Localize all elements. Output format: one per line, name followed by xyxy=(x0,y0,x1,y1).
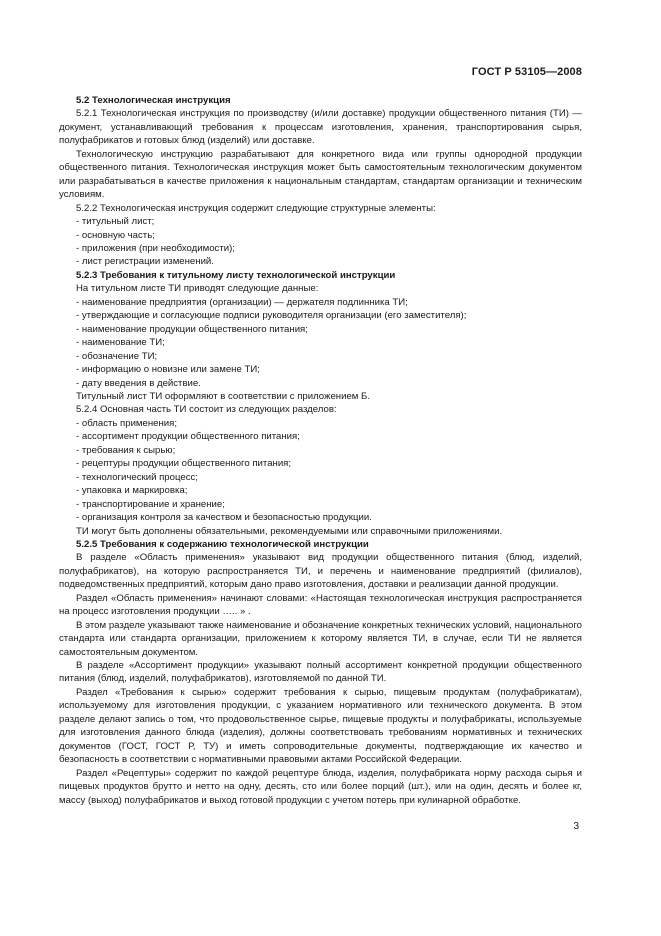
section-heading: 5.2.5 Требования к содержанию технологической инструкции xyxy=(76,538,369,550)
list-item: - область применения; xyxy=(76,417,178,429)
page-number: 3 xyxy=(573,821,579,832)
paragraph: На титульном листе ТИ приводят следующие данные: xyxy=(76,283,319,295)
list-item: - наименование предприятия (организации) — держателя подлинника ТИ; xyxy=(76,296,408,308)
list-item: - основную часть; xyxy=(76,229,155,241)
list-item: - рецептуры продукции общественного питания; xyxy=(76,458,292,470)
paragraph: 5.2.4 Основная часть ТИ состоит из следующих разделов: xyxy=(76,404,337,416)
list-item: - лист регистрации изменений. xyxy=(76,256,214,268)
list-item: - требования к сырью; xyxy=(76,444,176,456)
list-item: - титульный лист; xyxy=(76,216,155,228)
paragraph: В этом разделе указывают также наименование и обозначение конкретных технических условий, национального стандарта или стандарта организации, приложением к которому является ТИ, в случае, если ТИ не является самостоятельным документом. xyxy=(59,619,582,658)
list-item: - наименование продукции общественного питания; xyxy=(76,323,308,335)
list-item: - обозначение ТИ; xyxy=(76,350,158,362)
paragraph: Титульный лист ТИ оформляют в соответствии с приложением Б. xyxy=(76,390,371,402)
list-item: - дату введения в действие. xyxy=(76,377,201,389)
paragraph: В разделе «Ассортимент продукции» указывают полный ассортимент конкретной продукции общественного питания (блюд, изделий, полуфабрикатов), изготовляемой по данной ТИ. xyxy=(59,660,582,685)
list-item: - наименование ТИ; xyxy=(76,337,165,349)
section-heading: 5.2.3 Требования к титульному листу технологической инструкции xyxy=(76,269,396,281)
list-item: - информацию о новизне или замене ТИ; xyxy=(76,364,260,376)
document-body xyxy=(59,94,582,807)
paragraph: 5.2.1 Технологическая инструкция по производству (и/или доставке) продукции общественного питания (ТИ) — документ, устанавливающий требования к процессам изготовления, хранения, транспортирования сырья, полуфабрикатов и готовых блюд (изделий) или доставке. xyxy=(59,108,582,147)
list-item: - ассортимент продукции общественного питания; xyxy=(76,431,300,443)
paragraph: В разделе «Область применения» указывают вид продукции общественного питания (блюд, изделий, полуфабрикатов), на которую распространяется ТИ, и перечень и наименование предприятий (филиалов), подведомственных предприятий, которым дано право изготовления, доставки и реализации данной продукции. xyxy=(59,552,582,591)
list-item: - приложения (при необходимости); xyxy=(76,242,235,254)
paragraph: Технологическую инструкцию разрабатывают для конкретного вида или группы однородной продукции общественного питания. Технологическая инструкция может быть самостоятельным технологическим документом или разрабатываться в качестве приложения к национальным стандартам, стандартам организации и техническим условиям. xyxy=(59,148,582,201)
list-item: - транспортирование и хранение; xyxy=(76,498,225,510)
list-item: - утверждающие и согласующие подписи руководителя организации (его заместителя); xyxy=(76,310,467,322)
paragraph: ТИ могут быть дополнены обязательными, рекомендуемыми или справочными приложениями. xyxy=(76,525,503,537)
list-item: - организация контроля за качеством и безопасностью продукции. xyxy=(76,512,372,524)
list-item: - упаковка и маркировка; xyxy=(76,485,188,497)
paragraph: 5.2.2 Технологическая инструкция содержит следующие структурные элементы: xyxy=(76,202,436,214)
paragraph: Раздел «Рецептуры» содержит по каждой рецептуре блюда, изделия, полуфабриката норму расхода сырья и пищевых продуктов брутто и нетто на одну, десять, сто или более порций (шт.), или на один, десять и более кг, массу (выход) полуфабрикатов и выход готовой продукции с учетом потерь при кулинарной обработке. xyxy=(59,767,582,806)
list-item: - технологический процесс; xyxy=(76,471,198,483)
section-heading: 5.2 Технологическая инструкция xyxy=(76,95,231,106)
document-header: ГОСТ Р 53105—2008 xyxy=(471,66,582,78)
paragraph: Раздел «Область применения» начинают словами: «Настоящая технологическая инструкция распространяется на процесс изготовления продукции ….. » . xyxy=(59,592,582,618)
paragraph: Раздел «Требования к сырью» содержит требования к сырью, пищевым продуктам (полуфабрикатам), используемому для изготовления продукции, с указанием нормативного или технического документа. В этом разделе делают запись о том, что продовольственное сырье, пищевые продукты и полуфабрикаты, используемые для изготовления данного блюда (изделия), должны соответствовать требованиям нормативных и технических документов (ГОСТ, ГОСТ Р, ТУ) и иметь сопроводительные документы, подтверждающие их качество и безопасность в соответствии с нормативными правовыми актами Российской Федерации. xyxy=(59,686,582,766)
